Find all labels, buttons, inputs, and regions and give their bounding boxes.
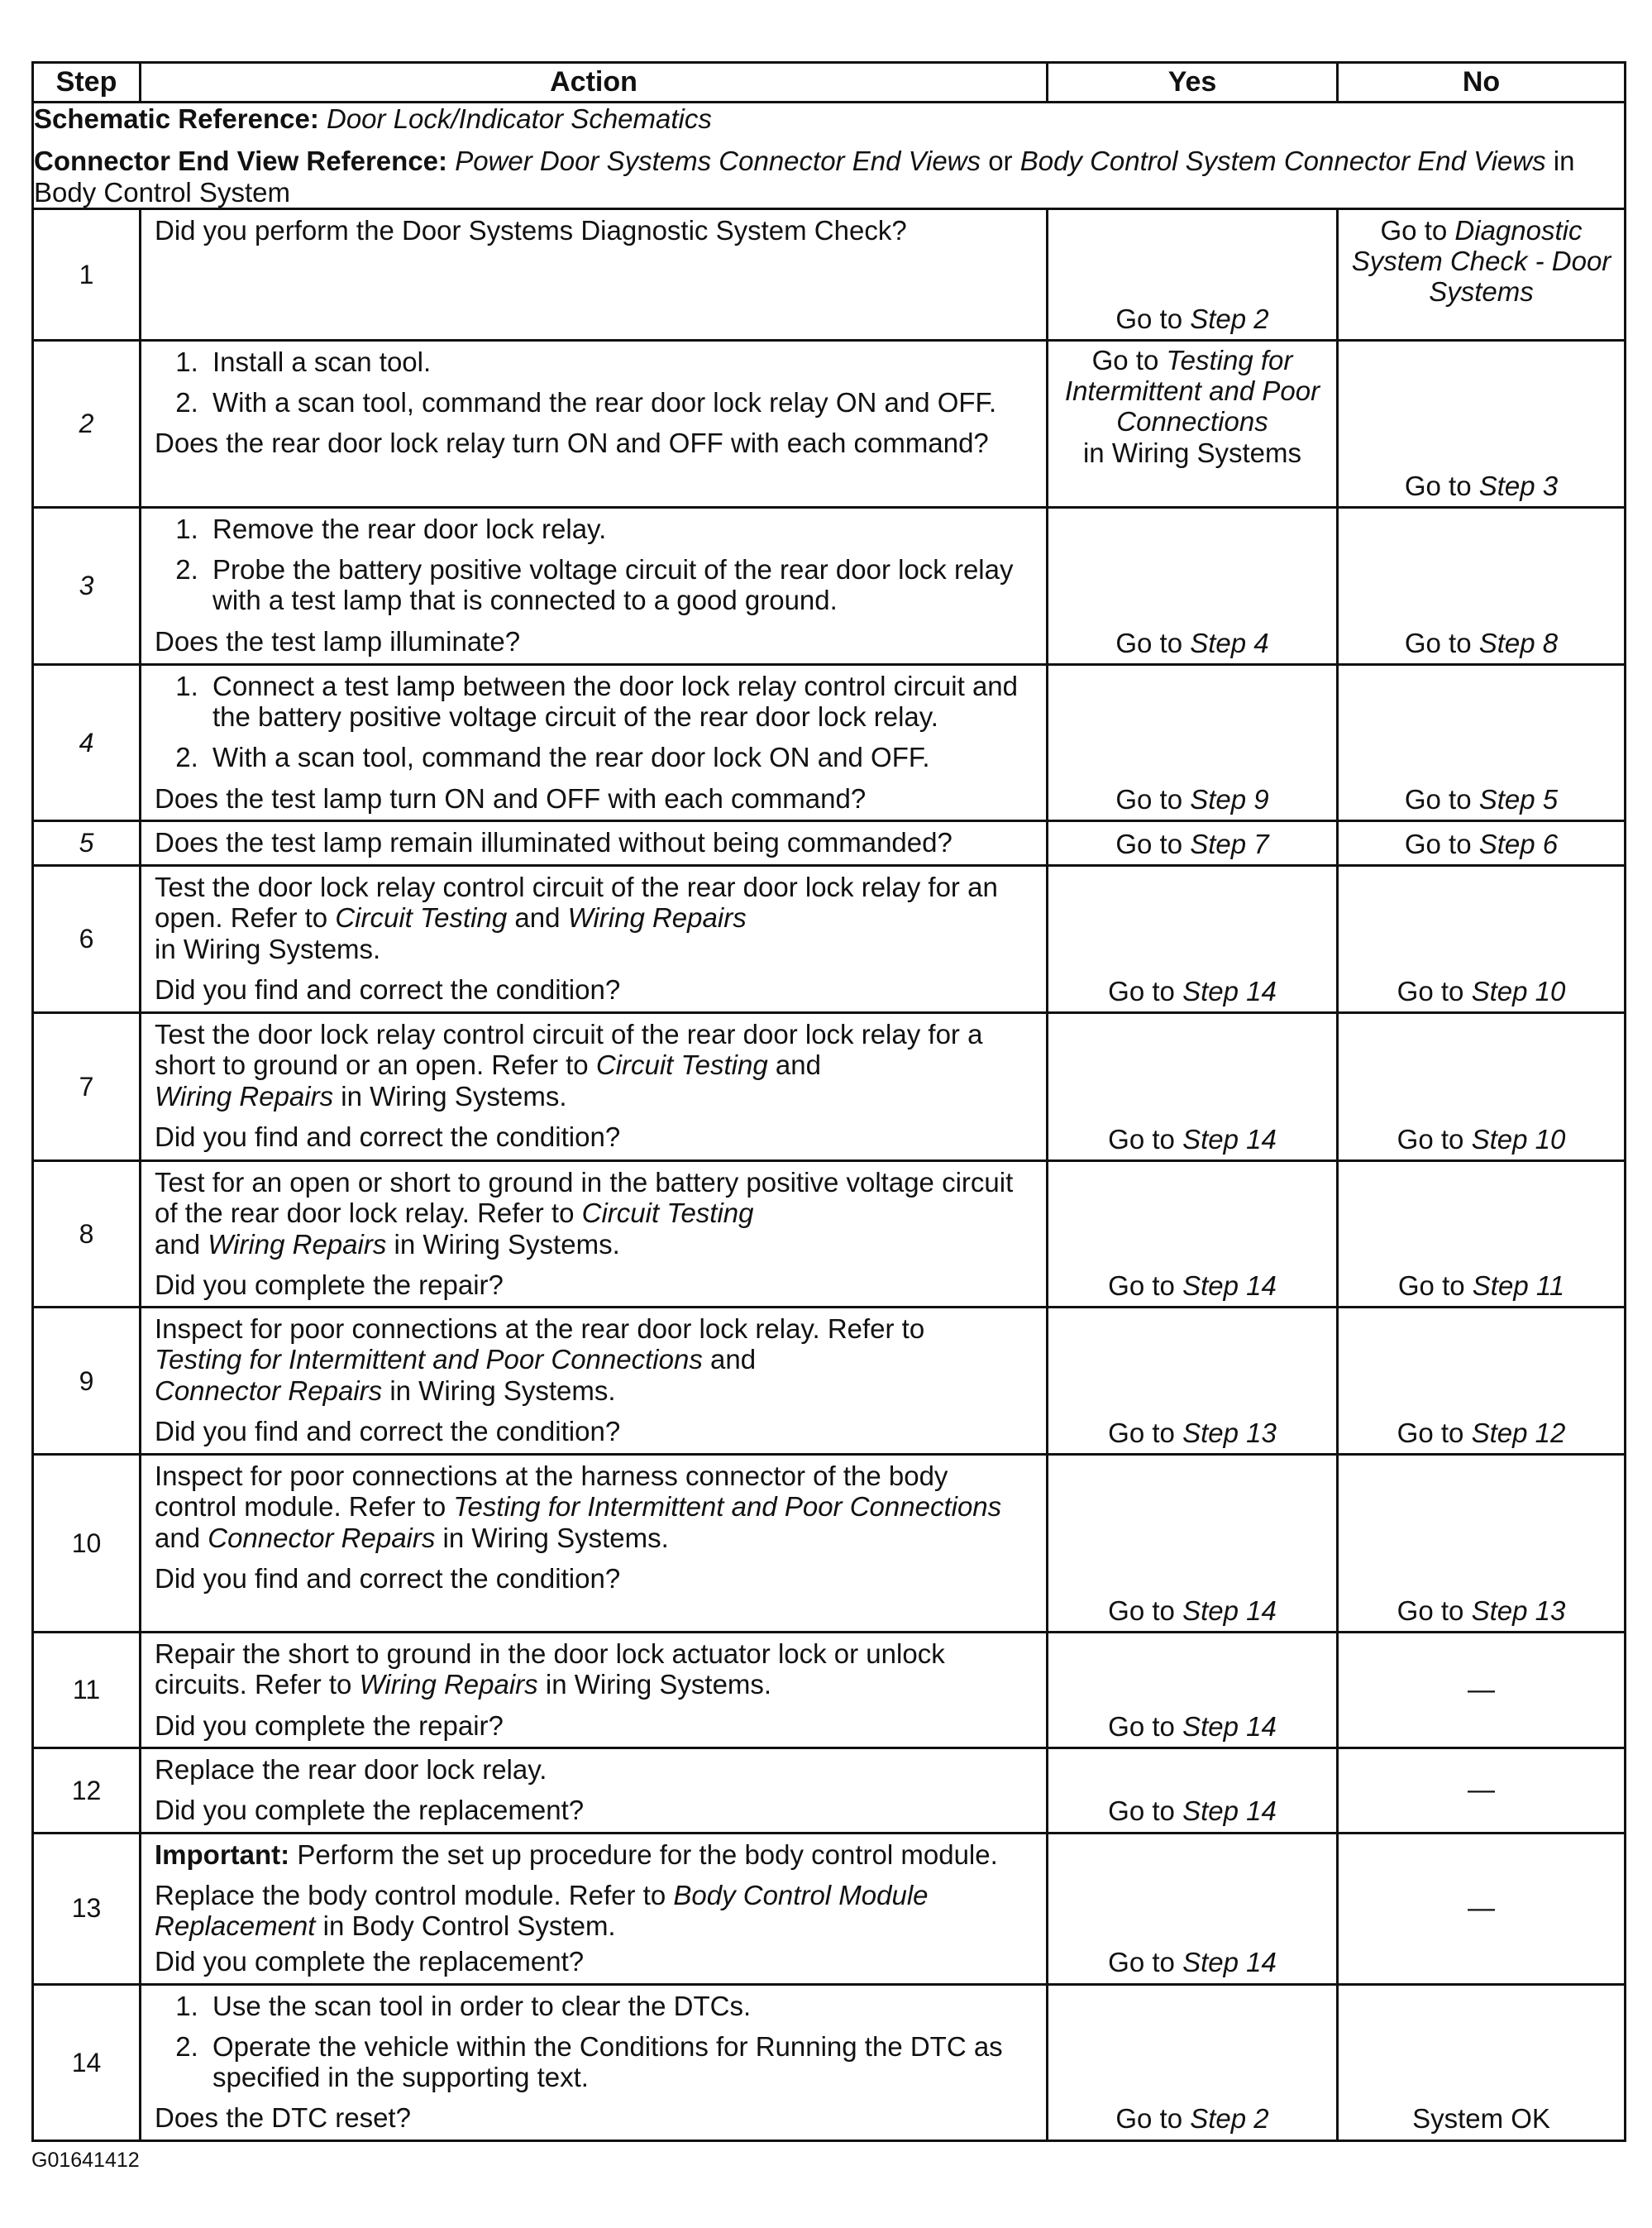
header-action: Action: [141, 63, 1048, 103]
action-step: 1. Remove the rear door lock relay.: [206, 514, 1034, 544]
no-cell: [1338, 865, 1626, 1012]
yes-cell: [1048, 1833, 1338, 1984]
reference-cell: [33, 103, 1626, 209]
connector-reference-location: in Body Control System: [34, 146, 1575, 208]
action-text-and: and: [155, 1522, 201, 1553]
wiring-repairs-link: Wiring Repairs: [208, 1228, 387, 1260]
action-cell: [141, 208, 1048, 340]
table-row: [33, 865, 1626, 1012]
table-row: [33, 507, 1626, 664]
yes-prefix: Go to: [1115, 783, 1183, 815]
yes-prefix: Go to: [1108, 975, 1175, 1006]
action-steps: [155, 347, 1034, 418]
step-number: 2: [33, 340, 141, 507]
action-step: 1. Install a scan tool.: [206, 347, 1034, 377]
yes-prefix: Go to: [1115, 828, 1183, 859]
action-text-part: Inspect for poor connections at the rear door lock relay. Refer to: [155, 1313, 925, 1345]
step-number: 5: [33, 820, 141, 865]
schematic-reference: [34, 103, 1624, 134]
yes-cell: [1048, 1012, 1338, 1160]
action-text: [155, 1880, 1034, 1942]
header-step: Step: [33, 63, 141, 103]
action-text-and: and: [514, 902, 561, 934]
action-text: [155, 1638, 1034, 1700]
action-question: Did you complete the repair?: [155, 1709, 504, 1741]
no-prefix: Go to: [1380, 214, 1448, 246]
connector-reference: [34, 146, 1624, 208]
table-row: [33, 1012, 1626, 1160]
action-cell: [141, 865, 1048, 1012]
table-row: [33, 1747, 1626, 1833]
no-prefix: Go to: [1404, 627, 1472, 658]
no-cell: [1338, 820, 1626, 865]
action-cell: [141, 507, 1048, 664]
no-cell: [1338, 664, 1626, 820]
table-row: [33, 1308, 1626, 1455]
no-link: Step 12: [1471, 1417, 1566, 1448]
no-link: Diagnostic System Check - Door Systems: [1351, 214, 1611, 308]
step-number: 6: [33, 865, 141, 1012]
yes-prefix: Go to: [1108, 1795, 1175, 1827]
connector-reference-label: Connector End View Reference:: [34, 146, 448, 177]
no-prefix: Go to: [1397, 1595, 1464, 1626]
schematic-reference-link: Door Lock/Indicator Schematics: [327, 103, 712, 134]
action-text-part: in Wiring Systems.: [341, 1080, 567, 1112]
action-cell: [141, 1308, 1048, 1455]
action-text-part: Replace the body control module. Refer to: [155, 1879, 666, 1910]
action-text-part: Inspect for poor connections at the harness connector of the body control module. Refer to: [155, 1461, 948, 1523]
no-prefix: Go to: [1397, 1417, 1464, 1448]
yes-cell: [1048, 1747, 1338, 1833]
yes-cell: [1048, 865, 1338, 1012]
action-question: Does the rear door lock relay turn ON and OFF with each command?: [155, 428, 989, 459]
step-number: 13: [33, 1833, 141, 1984]
yes-prefix: Go to: [1108, 1710, 1175, 1742]
step-number: 4: [33, 664, 141, 820]
action-question: Did you perform the Door Systems Diagnostic System Check?: [155, 214, 907, 246]
step-number: 11: [33, 1633, 141, 1748]
no-cell: [1338, 340, 1626, 507]
connector-repairs-link: Connector Repairs: [155, 1375, 383, 1406]
step-number: 12: [33, 1747, 141, 1833]
yes-link: Step 14: [1182, 1595, 1277, 1626]
action-text-part: in Wiring Systems.: [442, 1522, 669, 1553]
no-cell: [1338, 1160, 1626, 1307]
diagnostic-table: [31, 61, 1626, 2142]
yes-link: Step 14: [1182, 1123, 1277, 1155]
yes-cell: [1048, 1633, 1338, 1748]
action-text-part: Repair the short to ground in the door lock actuator lock or unlock circuits. Refer to: [155, 1638, 945, 1700]
table-row: [33, 1984, 1626, 2140]
action-text-part: Test the door lock relay control circuit of the rear door lock relay for an open. Refer to: [155, 871, 998, 934]
action-cell: [141, 664, 1048, 820]
action-steps: [155, 671, 1034, 773]
important-text: Perform the set up procedure for the body control module.: [297, 1838, 998, 1870]
no-cell: —: [1338, 1633, 1626, 1748]
wiring-repairs-link: Wiring Repairs: [567, 902, 747, 934]
action-cell: [141, 1633, 1048, 1748]
step-number: 7: [33, 1012, 141, 1160]
no-link: Step 3: [1478, 470, 1559, 501]
yes-cell: [1048, 1984, 1338, 2140]
no-link: Step 11: [1472, 1269, 1565, 1301]
action-text-part: in Wiring Systems.: [545, 1669, 772, 1700]
no-prefix: Go to: [1404, 470, 1472, 501]
action-text-part: in Body Control System.: [322, 1910, 616, 1942]
action-text-part: Test for an open or short to ground in the battery positive voltage circuit of the rear door lock relay. Refer to: [155, 1166, 1014, 1229]
action-question: Did you complete the replacement?: [155, 1795, 585, 1826]
yes-prefix: Go to: [1108, 1417, 1175, 1448]
yes-link: Step 14: [1182, 1269, 1277, 1301]
yes-cell: [1048, 1160, 1338, 1307]
yes-link: Step 14: [1182, 975, 1277, 1006]
action-cell: [141, 820, 1048, 865]
no-prefix: Go to: [1397, 1123, 1464, 1155]
testing-intermittent-link: Testing for Intermittent and Poor Connections: [453, 1491, 1002, 1523]
connector-reference-or: or: [988, 146, 1013, 177]
step-number: 10: [33, 1455, 141, 1633]
table-row: [33, 1160, 1626, 1307]
action-cell: [141, 1012, 1048, 1160]
no-cell: —: [1338, 1833, 1626, 1984]
action-text: [155, 1313, 1034, 1406]
circuit-testing-link: Circuit Testing: [335, 902, 508, 934]
action-step: 2. Probe the battery positive voltage circuit of the rear door lock relay with a test lamp that is connected to a good ground.: [206, 554, 1034, 616]
table-row: [33, 664, 1626, 820]
yes-cell: [1048, 820, 1338, 865]
connector-reference-link-2: Body Control System Connector End Views: [1019, 146, 1546, 177]
connector-repairs-link: Connector Repairs: [208, 1522, 436, 1553]
yes-link: Step 7: [1190, 828, 1269, 859]
schematic-reference-label: Schematic Reference:: [34, 103, 319, 134]
action-text-part: in Wiring Systems.: [389, 1375, 616, 1406]
yes-cell: [1048, 1455, 1338, 1633]
no-cell: [1338, 1012, 1626, 1160]
no-cell: [1338, 1308, 1626, 1455]
action-question: Does the test lamp remain illuminated without being commanded?: [155, 826, 953, 858]
yes-link: Step 9: [1190, 783, 1269, 815]
yes-suffix: in Wiring Systems: [1082, 437, 1302, 468]
action-question: Did you complete the replacement?: [155, 1946, 585, 1977]
yes-prefix: Go to: [1108, 1947, 1175, 1978]
no-link: Step 6: [1478, 828, 1559, 859]
step-number: 8: [33, 1160, 141, 1307]
testing-intermittent-link: Testing for Intermittent and Poor Connections: [155, 1344, 703, 1375]
table-row: [33, 1833, 1626, 1984]
yes-cell: [1048, 507, 1338, 664]
table-row: [33, 1455, 1626, 1633]
action-question: Does the DTC reset?: [155, 2102, 411, 2134]
yes-link: Step 4: [1190, 627, 1269, 658]
circuit-testing-link: Circuit Testing: [595, 1049, 768, 1081]
yes-prefix: Go to: [1115, 303, 1183, 334]
action-text: [155, 1019, 1034, 1112]
table-row: [33, 340, 1626, 507]
action-question: Does the test lamp illuminate?: [155, 625, 521, 657]
important-note: [155, 1839, 1034, 1870]
no-link: Step 8: [1478, 627, 1559, 658]
no-link: Step 13: [1471, 1595, 1566, 1626]
action-step: 1. Connect a test lamp between the door lock relay control circuit and the battery positive voltage circuit of the rear door lock relay.: [206, 671, 1034, 733]
action-text: [155, 872, 1034, 964]
no-prefix: Go to: [1397, 1269, 1465, 1301]
action-cell: [141, 1984, 1048, 2140]
yes-cell: [1048, 1308, 1338, 1455]
no-cell: [1338, 208, 1626, 340]
table-header-row: [33, 63, 1626, 103]
action-step: 2. Operate the vehicle within the Conditions for Running the DTC as specified in the supporting text.: [206, 2031, 1034, 2093]
action-question: Did you find and correct the condition?: [155, 973, 621, 1005]
action-question: Did you find and correct the condition?: [155, 1121, 621, 1152]
document-id: G01641412: [31, 2149, 140, 2172]
action-question: Did you find and correct the condition?: [155, 1415, 621, 1446]
action-cell: [141, 1833, 1048, 1984]
header-no: No: [1338, 63, 1626, 103]
no-cell: [1338, 1455, 1626, 1633]
important-label: Important:: [155, 1838, 290, 1870]
connector-reference-link-1: Power Door Systems Connector End Views: [455, 146, 981, 177]
yes-link: Step 2: [1190, 303, 1269, 334]
action-text-part: in Wiring Systems.: [155, 933, 381, 964]
yes-link: Step 14: [1182, 1795, 1277, 1827]
action-cell: [141, 1160, 1048, 1307]
table-row: [33, 1633, 1626, 1748]
yes-prefix: Go to: [1115, 627, 1183, 658]
no-link: Step 10: [1471, 975, 1566, 1006]
action-text: Replace the rear door lock relay.: [155, 1753, 547, 1785]
step-number: 14: [33, 1984, 141, 2140]
wiring-repairs-link: Wiring Repairs: [359, 1669, 538, 1700]
yes-link: Step 14: [1182, 1710, 1277, 1742]
reference-row: [33, 103, 1626, 209]
action-text-and: and: [775, 1049, 821, 1081]
action-step: 2. With a scan tool, command the rear door lock ON and OFF.: [206, 742, 1034, 772]
yes-link: Step 13: [1182, 1417, 1277, 1448]
yes-cell: [1048, 208, 1338, 340]
wiring-repairs-link: Wiring Repairs: [155, 1080, 334, 1112]
yes-prefix: Go to: [1108, 1595, 1175, 1626]
bcm-replacement-link: Body Control Module Replacement: [155, 1879, 929, 1942]
action-cell: [141, 340, 1048, 507]
action-step: 2. With a scan tool, command the rear door lock relay ON and OFF.: [206, 387, 1034, 418]
action-steps: [155, 514, 1034, 616]
circuit-testing-link: Circuit Testing: [581, 1198, 754, 1229]
no-cell: System OK: [1338, 1984, 1626, 2140]
yes-link: Step 2: [1190, 2103, 1269, 2135]
header-yes: Yes: [1048, 63, 1338, 103]
yes-link: Step 14: [1182, 1947, 1277, 1978]
no-cell: —: [1338, 1747, 1626, 1833]
action-cell: [141, 1747, 1048, 1833]
action-text-and: and: [710, 1344, 757, 1375]
action-question: Did you complete the repair?: [155, 1269, 504, 1300]
no-prefix: Go to: [1397, 975, 1464, 1006]
table-row: [33, 208, 1626, 340]
yes-prefix: Go to: [1115, 2103, 1183, 2135]
no-link: Step 5: [1478, 783, 1559, 815]
no-prefix: Go to: [1404, 783, 1472, 815]
action-step: 1. Use the scan tool in order to clear the DTCs.: [206, 1991, 1034, 2021]
no-cell: [1338, 507, 1626, 664]
step-number: 3: [33, 507, 141, 664]
action-text-part: in Wiring Systems.: [394, 1228, 620, 1260]
action-steps: [155, 1991, 1034, 2093]
step-number: 9: [33, 1308, 141, 1455]
yes-prefix: Go to: [1108, 1269, 1175, 1301]
action-text-and: and: [155, 1228, 201, 1260]
action-question: Did you find and correct the condition?: [155, 1562, 621, 1594]
action-text: [155, 1167, 1034, 1260]
action-text: [155, 1461, 1034, 1553]
action-question: Does the test lamp turn ON and OFF with each command?: [155, 782, 867, 814]
yes-link: Testing for Intermittent and Poor Connections: [1064, 344, 1320, 437]
action-text-part: Test the door lock relay control circuit of the rear door lock relay for a short to ground or an open. Refer to: [155, 1018, 983, 1081]
yes-prefix: Go to: [1108, 1123, 1175, 1155]
action-cell: [141, 1455, 1048, 1633]
no-prefix: Go to: [1404, 828, 1472, 859]
step-number: 1: [33, 208, 141, 340]
no-link: Step 10: [1471, 1123, 1566, 1155]
table-row: [33, 820, 1626, 865]
yes-prefix: Go to: [1091, 344, 1159, 375]
yes-cell: [1048, 664, 1338, 820]
yes-cell: [1048, 340, 1338, 507]
